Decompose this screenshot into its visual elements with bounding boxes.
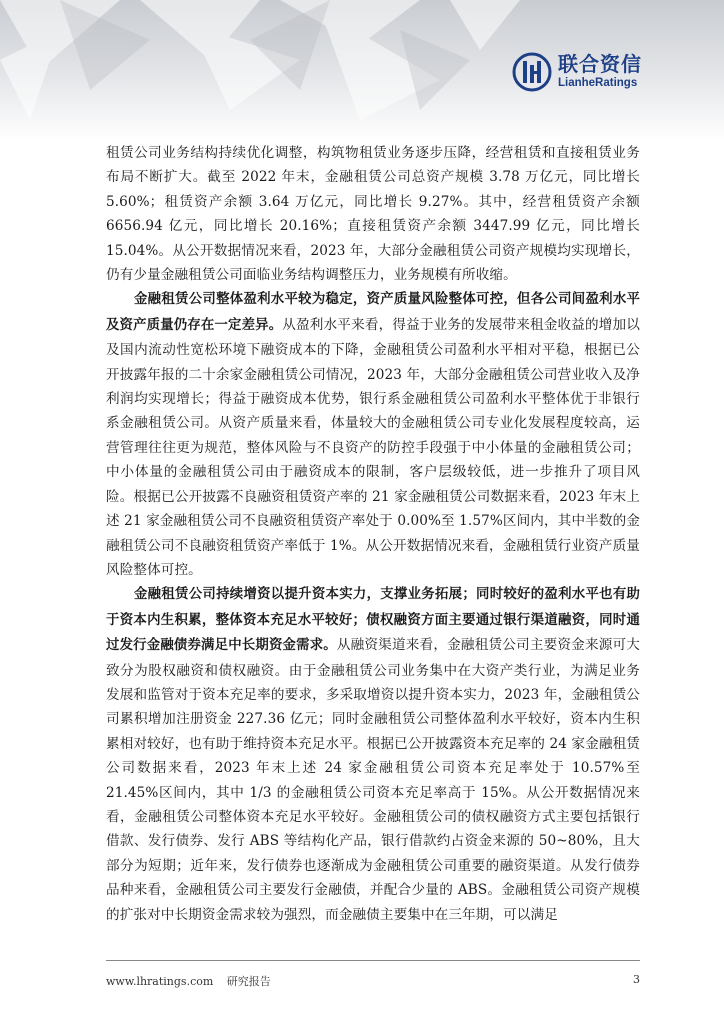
- logo-chinese-name: 联合资信: [558, 52, 642, 77]
- page-number: 3: [633, 973, 640, 986]
- company-logo: [512, 52, 642, 92]
- document-body: [106, 141, 640, 927]
- page-footer: [106, 973, 640, 989]
- paragraph-3-lead: 金融租赁公司持续增资以提升资本实力，支撑业务拓展；同时较好的盈利水平也有助于资本内生积累，整体资本充足水平较好；债权融资方面主要通过银行渠道融资，同时通过发行金融债券满足中长期资金需求。: [106, 587, 640, 654]
- paragraph-3-text: 从融资渠道来看，金融租赁公司主要资金来源可大致分为股权融资和债权融资。由于金融租赁公司业务集中在大资产类行业，为满足业务发展和监管对于资本充足率的要求，多采取增资以提升资本实力，2023 年，金融租赁公司累积增加注册资金 227.36 亿元；同时金融租赁公司整体盈利水平较好，资本内生积累相对较好，也有助于维持资本充足水平。根据已公开披露资本充足率的 24 家金融租赁公司数据来看，2023 年末上述 24 家金融租赁公司资本充足率处于 10.57%至 21.45%区间内，其中 1/3 的金融租赁公司资本充足率高于 15%。从公开数据情况来看，金融租赁公司整体资本充足水平较好。金融租赁公司的债权融资方式主要包括银行借款、发行债券、发行 ABS 等结构化产品，银行借款约占资金来源的 50~80%，且大部分为短期；近年来，发行债券也逐渐成为金融租赁公司重要的融资渠道。从发行债券品种来看，金融租赁公司主要发行金融债，并配合少量的 ABS。金融租赁公司资产规模的扩张对中长期资金需求较为强烈，而金融债主要集中在三年期，可以满足: [106, 637, 641, 923]
- lianhe-logo-icon: [512, 52, 552, 92]
- footer-section: 研究报告: [226, 975, 271, 988]
- paragraph-2-lead: 金融租赁公司整体盈利水平较为稳定，资产质量风险整体可控，但各公司间盈利水平及资产质量仍存在一定差异。: [106, 292, 640, 333]
- footer-website: www.lhratings.com: [106, 975, 214, 988]
- paragraph-1: 租赁公司业务结构持续优化调整，构筑物租赁业务逐步压降，经营租赁和直接租赁业务布局不断扩大。截至 2022 年末，金融租赁公司总资产规模 3.78 万亿元，同比增长 5.60%；租赁资产余额 3.64 万亿元，同比增长 9.27%。其中，经营租赁资产余额 6656.94 亿元，同比增长 20.16%；直接租赁资产余额 3447.99 亿元，同比增长 15.04%。从公开数据情况来看，2023 年，大部分金融租赁公司资产规模均实现增长，仍有少量金融租赁公司面临业务结构调整压力，业务规模有所收缩。: [106, 145, 640, 284]
- paragraph-2-text: 从盈利水平来看，得益于业务的发展带来租金收益的增加以及国内流动性宽松环境下融资成本的下降，金融租赁公司盈利水平相对平稳，根据已公开披露年报的二十余家金融租赁公司情况，2023 年，大部分金融租赁公司营业收入及净利润均实现增长；得益于融资成本优势，银行系金融租赁公司盈利水平整体优于非银行系金融租赁公司。从资产质量来看，体量较大的金融租赁公司专业化发展程度较高，运营管理往往更为规范，整体风险与不良资产的防控手段强于中小体量的金融租赁公司；中小体量的金融租赁公司由于融资成本的限制，客户层级较低，进一步推升了项目风险。根据已公开披露不良融资租赁资产率的 21 家金融租赁公司数据来看，2023 年末上述 21 家金融租赁公司不良融资租赁资产率处于 0.00%至 1.57%区间内，其中半数的金融租赁公司不良融资租赁资产率低于 1%。从公开数据情况来看，金融租赁行业资产质量风险整体可控。: [106, 316, 640, 578]
- footer-divider: [106, 960, 640, 961]
- paragraph-2: [106, 287, 640, 582]
- paragraph-3: [106, 582, 640, 927]
- logo-english-name: LianheRatings: [558, 77, 638, 90]
